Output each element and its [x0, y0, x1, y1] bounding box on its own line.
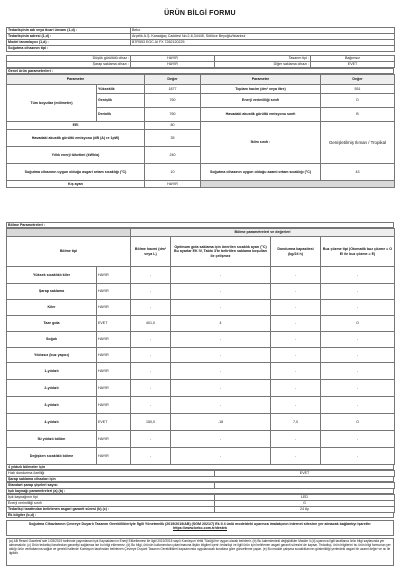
compartment-defrost: -: [321, 363, 395, 380]
compartments-title: Bölme Parametreleri :: [6, 222, 394, 228]
compartment-temp: -: [171, 348, 271, 363]
compartment-row: [7, 300, 395, 316]
support-link[interactable]: https://www.beko.com.tr/destek: [173, 526, 227, 531]
compartment-temp: -: [171, 397, 271, 414]
design-type-value: Bağımsız: [311, 56, 395, 62]
value-header-left: Değer: [145, 75, 201, 85]
compartment-present: HAYIR: [97, 267, 131, 284]
footnotes: (a) AB Resmi Gazetesi'nde 1/03/2019 tarihinde yayımlanan Işık Kaynaklarının Enerji Etiketlemesi İle İlgili 2019/2015 sayılı Komisyon Yetki Tüzüğü'ne uygun olarak belirlenir. (b) Bu kalemlerdeki değişiklikler Madde 4 (d) uyarınca ilgili taraflarca ürün bilgi sayfasında yer almamalıdır. (c) Ürün tedarikçi tarafından garantiyi sağlamaz ise bu bilgi eklenmez. (d) Bu bilgi, ürünün kullanımdan çıkarılmasına ilişkin bilgileri içerir; tedarikçi ve ilgili ürün için belirlenen asgari garanti süresini de kapsar. Tedarikçi, ürün bilgilerini bu ürün bilgi formunun yer aldığı ürün veritabanına sağlar ve gerekli hallerde Komisyon tarafından belirlenen Çevreye Duyarlı Tasarım Gereklilikleri kapsamında uygulanacak kurallara göre güncelleme yapar. (e) Bu madde çalışma sıcaklıklarının gösterildiği yerlerdeki asgari bir azami değer ve ısı ile ilgilidir.: [6, 538, 394, 566]
compartment-temp: -: [171, 267, 271, 284]
min-temp-value: 10: [145, 164, 201, 181]
compartment-defrost: -: [321, 284, 395, 300]
compartment-capacity: -: [271, 397, 321, 414]
compartment-row: [7, 414, 395, 431]
compartment-defrost: -: [321, 397, 395, 414]
winter-label: Kış ayarı: [7, 181, 145, 188]
compartment-temp: -: [171, 300, 271, 316]
compartment-name: Yüksek sıcaklıklı kiler: [7, 267, 97, 284]
compartment-row: [7, 348, 395, 363]
compartment-capacity: -: [271, 300, 321, 316]
depth-label: Derinlik: [97, 108, 145, 122]
compartment-temp: -: [171, 380, 271, 397]
type-table: [6, 55, 395, 68]
compartment-capacity: -: [271, 431, 321, 448]
climate-value: Genişletilmiş Ilıman / Tropikal: [321, 122, 395, 164]
energy-class-value: D: [321, 94, 395, 108]
design-type-label: Tasarım tipi :: [215, 56, 311, 62]
comp-columns-header-row: [7, 237, 395, 267]
wine-storage-row: [7, 62, 395, 68]
appliance-type-label: Soğutma cihazının tipi :: [7, 46, 395, 52]
compartment-capacity: -: [271, 363, 321, 380]
compartment-capacity: -: [271, 380, 321, 397]
noise-class-value: B: [321, 108, 395, 122]
compartment-volume: -: [131, 448, 171, 465]
low-noise-value: HAYIR: [131, 56, 215, 62]
winter-value: HAYIR: [145, 181, 201, 188]
annual-energy-label: Yıllık enerji tüketimi (kWh/a): [7, 147, 145, 164]
comp-params-header: Bölme parametreleri ve değerleri: [131, 229, 395, 237]
compartment-name: 1-yıldızlı: [7, 363, 97, 380]
climate-label: İklim sınıfı :: [201, 122, 321, 164]
comp-type-header: Bölme tipi: [7, 237, 131, 267]
compartment-temp: -: [171, 284, 271, 300]
regulation-text: Soğutma Cihazlarının Çevreye Duyarlı Tasarım Gereklilikleriyle İlgili Yönetmelik (2019/2019/AB) (SGM 2021/7) Ek II 4 ünlü modeldeki uyarınca imalatçının internet sitesine yer alınacak bağlantıyı işaretle:: [28, 522, 372, 526]
supplier-table: [6, 27, 395, 52]
dimensions-label: Tüm boyutlar (milimetre): [7, 85, 97, 122]
wine-title: Şarap saklama cihazları için: [6, 476, 394, 482]
compartment-name: 2-yıldızlı: [7, 380, 97, 397]
compartment-row: [7, 332, 395, 348]
compartment-volume: -: [131, 332, 171, 348]
max-temp-label: Soğutma cihazının uygun olduğu azami ortam sıcaklığı (°C): [201, 164, 321, 181]
noise-class-label: Havadaki akustik gürültü emisyonu sınıfı: [201, 108, 321, 122]
compartment-volume: 401,0: [131, 316, 171, 332]
compartment-row: [7, 380, 395, 397]
height-label: Yükseklik: [97, 85, 145, 94]
light-type-label: Işık kaynağının tipi: [7, 495, 215, 501]
eei-value: 80: [145, 122, 201, 130]
compartment-capacity: -: [271, 284, 321, 300]
params-header-row: [7, 75, 395, 85]
compartment-present: EVET: [97, 414, 131, 431]
winter-blank: [201, 181, 395, 188]
compartment-volume: -: [131, 284, 171, 300]
compartment-row: [7, 284, 395, 300]
compartment-row: [7, 397, 395, 414]
compartment-capacity: -: [271, 316, 321, 332]
compartment-volume: -: [131, 380, 171, 397]
compartment-temp: 4: [171, 316, 271, 332]
compartment-defrost: -: [321, 332, 395, 348]
light-type-value: LED: [215, 495, 395, 501]
compartment-temp: -: [171, 363, 271, 380]
compartment-temp: -: [171, 431, 271, 448]
compartment-volume: -: [131, 397, 171, 414]
compartment-temp: -: [171, 448, 271, 465]
wine-std-label: Standart şarap şişeleri sayısı: [7, 483, 215, 489]
depth-value: 760: [145, 108, 201, 122]
compartment-capacity: 7,0: [271, 414, 321, 431]
appliance-type-row: [7, 46, 395, 52]
compartment-volume: -: [131, 348, 171, 363]
model-label: Model tanımlayıcı (1,d) :: [7, 40, 131, 46]
wine-storage-label: Şarap saklama cihazı :: [7, 62, 131, 68]
supplier-address-value: Arçelik A.Ş. Karaağaç Caddesi No:2-6,34445, Sütlüce Beyoğlu/İstanbul: [131, 34, 395, 40]
compartment-defrost: O: [321, 414, 395, 431]
compartment-defrost: -: [321, 431, 395, 448]
compartment-temp: -: [171, 332, 271, 348]
compartment-present: HAYIR: [97, 380, 131, 397]
compartment-name: Soğuk: [7, 332, 97, 348]
regulation-note: [6, 520, 394, 536]
compartment-volume: 150,0: [131, 414, 171, 431]
product-info-sheet: [6, 0, 394, 570]
compartment-row: [7, 316, 395, 332]
height-row: [7, 85, 395, 94]
compartment-capacity: -: [271, 332, 321, 348]
quick-freeze-label: Hızlı dondurma özelliği: [7, 471, 215, 477]
compartment-defrost: -: [321, 267, 395, 284]
compartment-present: EVET: [97, 316, 131, 332]
compartment-present: HAYIR: [97, 284, 131, 300]
comp-temp-header: Optimum gıda saklama için önerilen sıcaklık ayarı (°C) Bu ayarlar EK IV, Tablo 3'te belirtilen saklama koşulları ile çelişmez: [171, 237, 271, 267]
compartment-defrost: O: [321, 316, 395, 332]
energy-class-label: Enerji verimliliği sınıfı: [201, 94, 321, 108]
compartment-row: [7, 431, 395, 448]
other-storage-label: Diğer saklama cihazı :: [215, 62, 311, 68]
compartment-name: Taze gıda: [7, 316, 97, 332]
eei-label: EEI: [7, 122, 145, 130]
compartment-name: Şarap saklama: [7, 284, 97, 300]
compartment-defrost: -: [321, 448, 395, 465]
compartment-name: 3-yıldızlı: [7, 397, 97, 414]
annual-energy-value: 240: [145, 147, 201, 164]
model-value: B7R553 EGC AI FX 7282120225: [131, 40, 395, 46]
param-header-left: Parametre: [7, 75, 145, 85]
comp-volume-header: Bölme hacmi (dm³ veya L): [131, 237, 171, 267]
width-value: 760: [145, 94, 201, 108]
compartment-defrost: -: [321, 380, 395, 397]
compartment-name: Kiler: [7, 300, 97, 316]
compartment-capacity: -: [271, 448, 321, 465]
compartment-present: HAYIR: [97, 397, 131, 414]
compartment-volume: -: [131, 267, 171, 284]
extra-info-title: Ek bilgiler (b,d) :: [6, 512, 394, 518]
compartment-row: [7, 448, 395, 465]
total-volume-label: Toplam hacim (dm³ veya litre): [201, 85, 321, 94]
light-class-value: G: [215, 501, 395, 507]
width-label: Genişlik: [97, 94, 145, 108]
compartment-present: HAYIR: [97, 448, 131, 465]
compartment-name: Yıldızsız (buz yapıcı): [7, 348, 97, 363]
winter-row: [7, 181, 395, 188]
compartment-present: HAYIR: [97, 348, 131, 363]
page-title: ÜRÜN BİLGİ FORMU: [164, 10, 236, 17]
other-storage-value: EVET: [311, 62, 395, 68]
compartment-rows: [7, 267, 395, 465]
light-title: Işık kaynağı parametreleri (a) (b) :: [6, 488, 394, 494]
general-params-title: Genel ürün parametreleri :: [6, 68, 394, 74]
height-value: 1877: [145, 85, 201, 94]
value-header-right: Değer: [321, 75, 395, 85]
compartment-capacity: -: [271, 267, 321, 284]
supplier-name-value: Beko: [131, 28, 395, 34]
compartments-table: [6, 228, 395, 465]
compartment-name: İki yıldızlı bölüm: [7, 431, 97, 448]
compartment-present: HAYIR: [97, 431, 131, 448]
compartment-name: Değişken sıcaklıklı bölme: [7, 448, 97, 465]
max-temp-value: 43: [321, 164, 395, 181]
compartment-present: HAYIR: [97, 332, 131, 348]
light-table: [6, 494, 395, 513]
ambient-temp-row: [7, 164, 395, 181]
comp-defrost-header: Buz çözme tipi (Otomatik buz çözme = O El ile buz çözme = E): [321, 237, 395, 267]
four-star-title: 4 yıldızlı bölmeler için: [6, 464, 394, 470]
wine-storage-value: HAYIR: [131, 62, 215, 68]
noise-value: 35: [145, 130, 201, 147]
warranty-value: 24 Ay: [215, 507, 395, 513]
total-volume-value: 551: [321, 85, 395, 94]
compartment-capacity: -: [271, 348, 321, 363]
min-temp-label: Soğutma cihazının uygun olduğu asgari ortam sıcaklığı (°C): [7, 164, 145, 181]
compartment-volume: -: [131, 363, 171, 380]
low-noise-label: Düşük gürültülü cihaz :: [7, 56, 131, 62]
general-params-table: [6, 74, 395, 188]
quick-freeze-value: EVET: [215, 471, 395, 477]
comp-params-header-row: [7, 229, 395, 237]
compartment-defrost: -: [321, 348, 395, 363]
compartment-present: HAYIR: [97, 300, 131, 316]
noise-label: Havadaki akustik gürültü emisyonu (dB (A) re 1pW): [7, 130, 145, 147]
compartment-row: [7, 363, 395, 380]
param-header-right: Parametre: [201, 75, 321, 85]
compartment-row: [7, 267, 395, 284]
compartment-volume: -: [131, 300, 171, 316]
light-class-label: Enerji verimliliği sınıfı: [7, 501, 215, 507]
supplier-name-label: Tedarikçinin adı veya ticari ünvanı (1,d) :: [7, 28, 131, 34]
compartment-defrost: -: [321, 300, 395, 316]
compartment-temp: -18: [171, 414, 271, 431]
compartment-name: 4-yıldızlı: [7, 414, 97, 431]
compartment-present: HAYIR: [97, 363, 131, 380]
warranty-label: Tedarikçi tarafından belirlenen asgari garanti süresi (b) (c) :: [7, 507, 215, 513]
eei-row: [7, 122, 395, 130]
comp-capacity-header: Dondurma kapasitesi (kg/24 h): [271, 237, 321, 267]
comp-header-blank: [7, 229, 131, 237]
supplier-address-label: Tedarikçinin adresi (1,d) :: [7, 34, 131, 40]
compartment-volume: -: [131, 431, 171, 448]
